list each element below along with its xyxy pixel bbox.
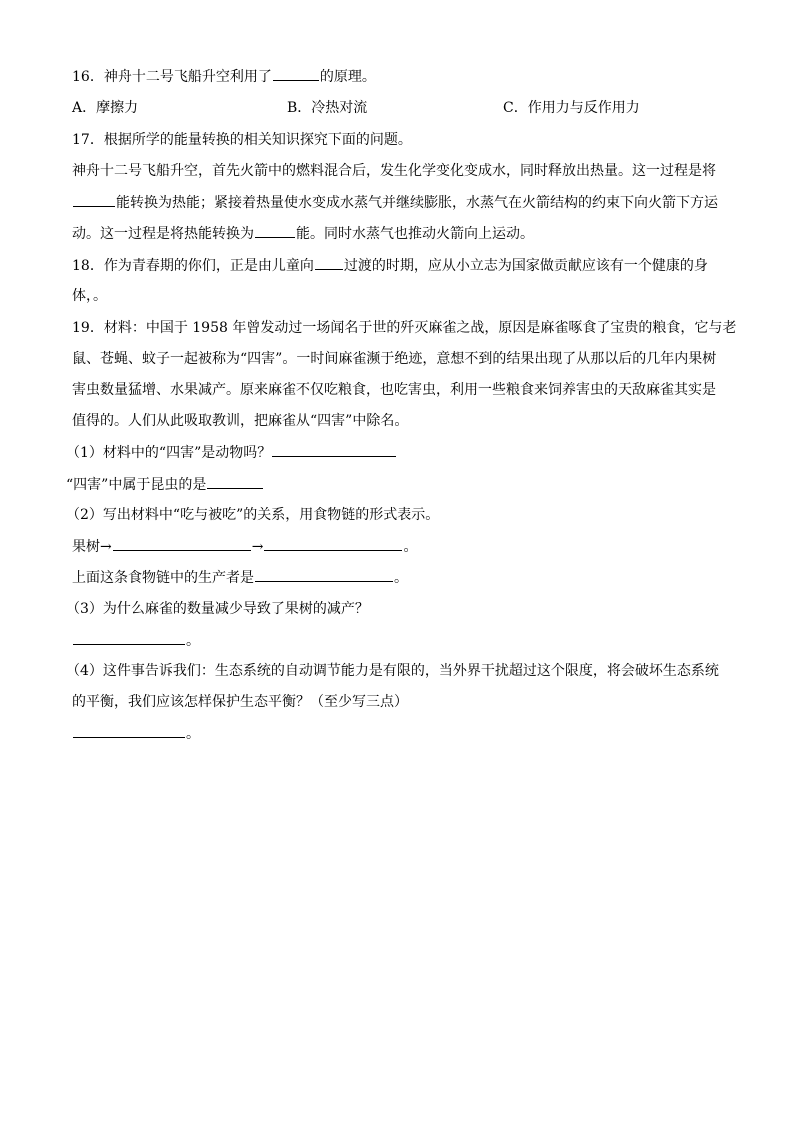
- q18-line1-before: 18．作为青春期的你们，正是由儿童向: [72, 258, 314, 274]
- q19-line4: 值得的。人们从此吸取教训，把麻雀从“四害”中除名。: [72, 413, 409, 429]
- q16-text-after: 的原理。: [319, 69, 376, 85]
- period: 。: [394, 570, 408, 586]
- period: 。: [186, 726, 200, 742]
- q19-producer: [72, 567, 722, 588]
- q19-sub1b-text: “四害”中属于昆虫的是: [66, 477, 207, 493]
- q19-producer-blank[interactable]: [255, 567, 393, 582]
- q19-sub3-blank[interactable]: [73, 630, 185, 645]
- q19-sub2: （2）写出材料中“吃与被吃”的关系，用食物链的形式表示。: [66, 507, 440, 523]
- q18-blank[interactable]: [315, 255, 343, 270]
- q19-sub4-line2: 的平衡，我们应该怎样保护生态平衡？（至少写三点）: [72, 694, 408, 710]
- q18-line1: [72, 255, 722, 276]
- q17-line3-after: 能。同时水蒸气也推动火箭向上运动。: [296, 226, 534, 242]
- q19-line3: 害虫数量猛增、水果减产。原来麻雀不仅吃粮食，也吃害虫，利用一些粮食来饲养害虫的天敌麻雀其实是: [72, 382, 716, 398]
- q17-blank-2[interactable]: [255, 223, 295, 238]
- q19-sub1b-blank[interactable]: [207, 474, 263, 489]
- q19-sub1: [66, 442, 722, 463]
- option-letter: C．: [503, 100, 528, 116]
- option-text: 作用力与反作用力: [527, 100, 640, 116]
- q18-line1-after: 过渡的时期，应从小立志为国家做贡献应该有一个健康的身: [343, 258, 708, 274]
- q19-sub3-answer: [72, 630, 722, 651]
- q17-line2: [72, 192, 722, 213]
- q16-answer-blank[interactable]: [273, 66, 319, 81]
- q19-sub3: （3）为什么麻雀的数量减少导致了果树的减产？: [66, 601, 369, 617]
- q16-option-c[interactable]: [503, 98, 640, 118]
- q16-option-a[interactable]: [72, 98, 138, 118]
- q18-line2: 体，。: [72, 288, 107, 304]
- q19-producer-text: 上面这条食物链中的生产者是: [72, 570, 254, 586]
- q19-sub4-blank[interactable]: [73, 723, 185, 738]
- q17-line3-before: 动。这一过程是将热能转换为: [72, 226, 254, 242]
- option-letter: A．: [72, 100, 97, 116]
- food-chain-blank-1[interactable]: [113, 536, 251, 551]
- q16-text-before: 16．神舟十二号飞船升空利用了: [72, 69, 272, 85]
- q19-food-chain: [72, 536, 722, 557]
- q19-sub1-blank[interactable]: [272, 442, 396, 457]
- arrow-right-icon: →: [100, 539, 112, 555]
- option-text: 冷热对流: [311, 100, 368, 116]
- q17-title: 17．根据所学的能量转换的相关知识探究下面的问题。: [72, 132, 412, 148]
- q19-sub4-answer: [72, 723, 722, 744]
- q16-option-b[interactable]: [287, 98, 367, 118]
- period: 。: [186, 633, 200, 649]
- option-text: 摩擦力: [96, 100, 139, 116]
- period: 。: [403, 539, 418, 555]
- food-chain-blank-2[interactable]: [264, 536, 402, 551]
- option-letter: B．: [287, 100, 312, 116]
- q19-line2: 鼠、苍蝇、蚊子一起被称为“四害”。一时间麻雀濒于绝迹，意想不到的结果出现了从那以后的几年内果树: [72, 351, 717, 367]
- q17-line1: 神舟十二号飞船升空，首先火箭中的燃料混合后，发生化学变化变成水，同时释放出热量。这一过程是将: [72, 163, 716, 179]
- q19-sub1-text: （1）材料中的“四害”是动物吗？: [66, 445, 272, 461]
- q16-stem: [72, 66, 722, 87]
- q19-sub1b: [66, 474, 722, 495]
- food-chain-start: 果树: [72, 539, 100, 555]
- q17-line3: [72, 223, 722, 244]
- q17-line2-text: 能转换为热能；紧接着热量使水变成水蒸气并继续膨胀，水蒸气在火箭结构的约束下向火箭下方运: [116, 195, 718, 211]
- arrow-right-icon: →: [251, 539, 264, 555]
- q19-line1: 19．材料：中国于 1958 年曾发动过一场闻名于世的歼灭麻雀之战，原因是麻雀啄食了宝贵的粮食，它与老: [72, 320, 737, 336]
- q17-blank-1[interactable]: [73, 192, 115, 207]
- q19-sub4-line1: （4）这件事告诉我们：生态系统的自动调节能力是有限的，当外界干扰超过这个限度，将会破坏生态系统: [66, 663, 719, 679]
